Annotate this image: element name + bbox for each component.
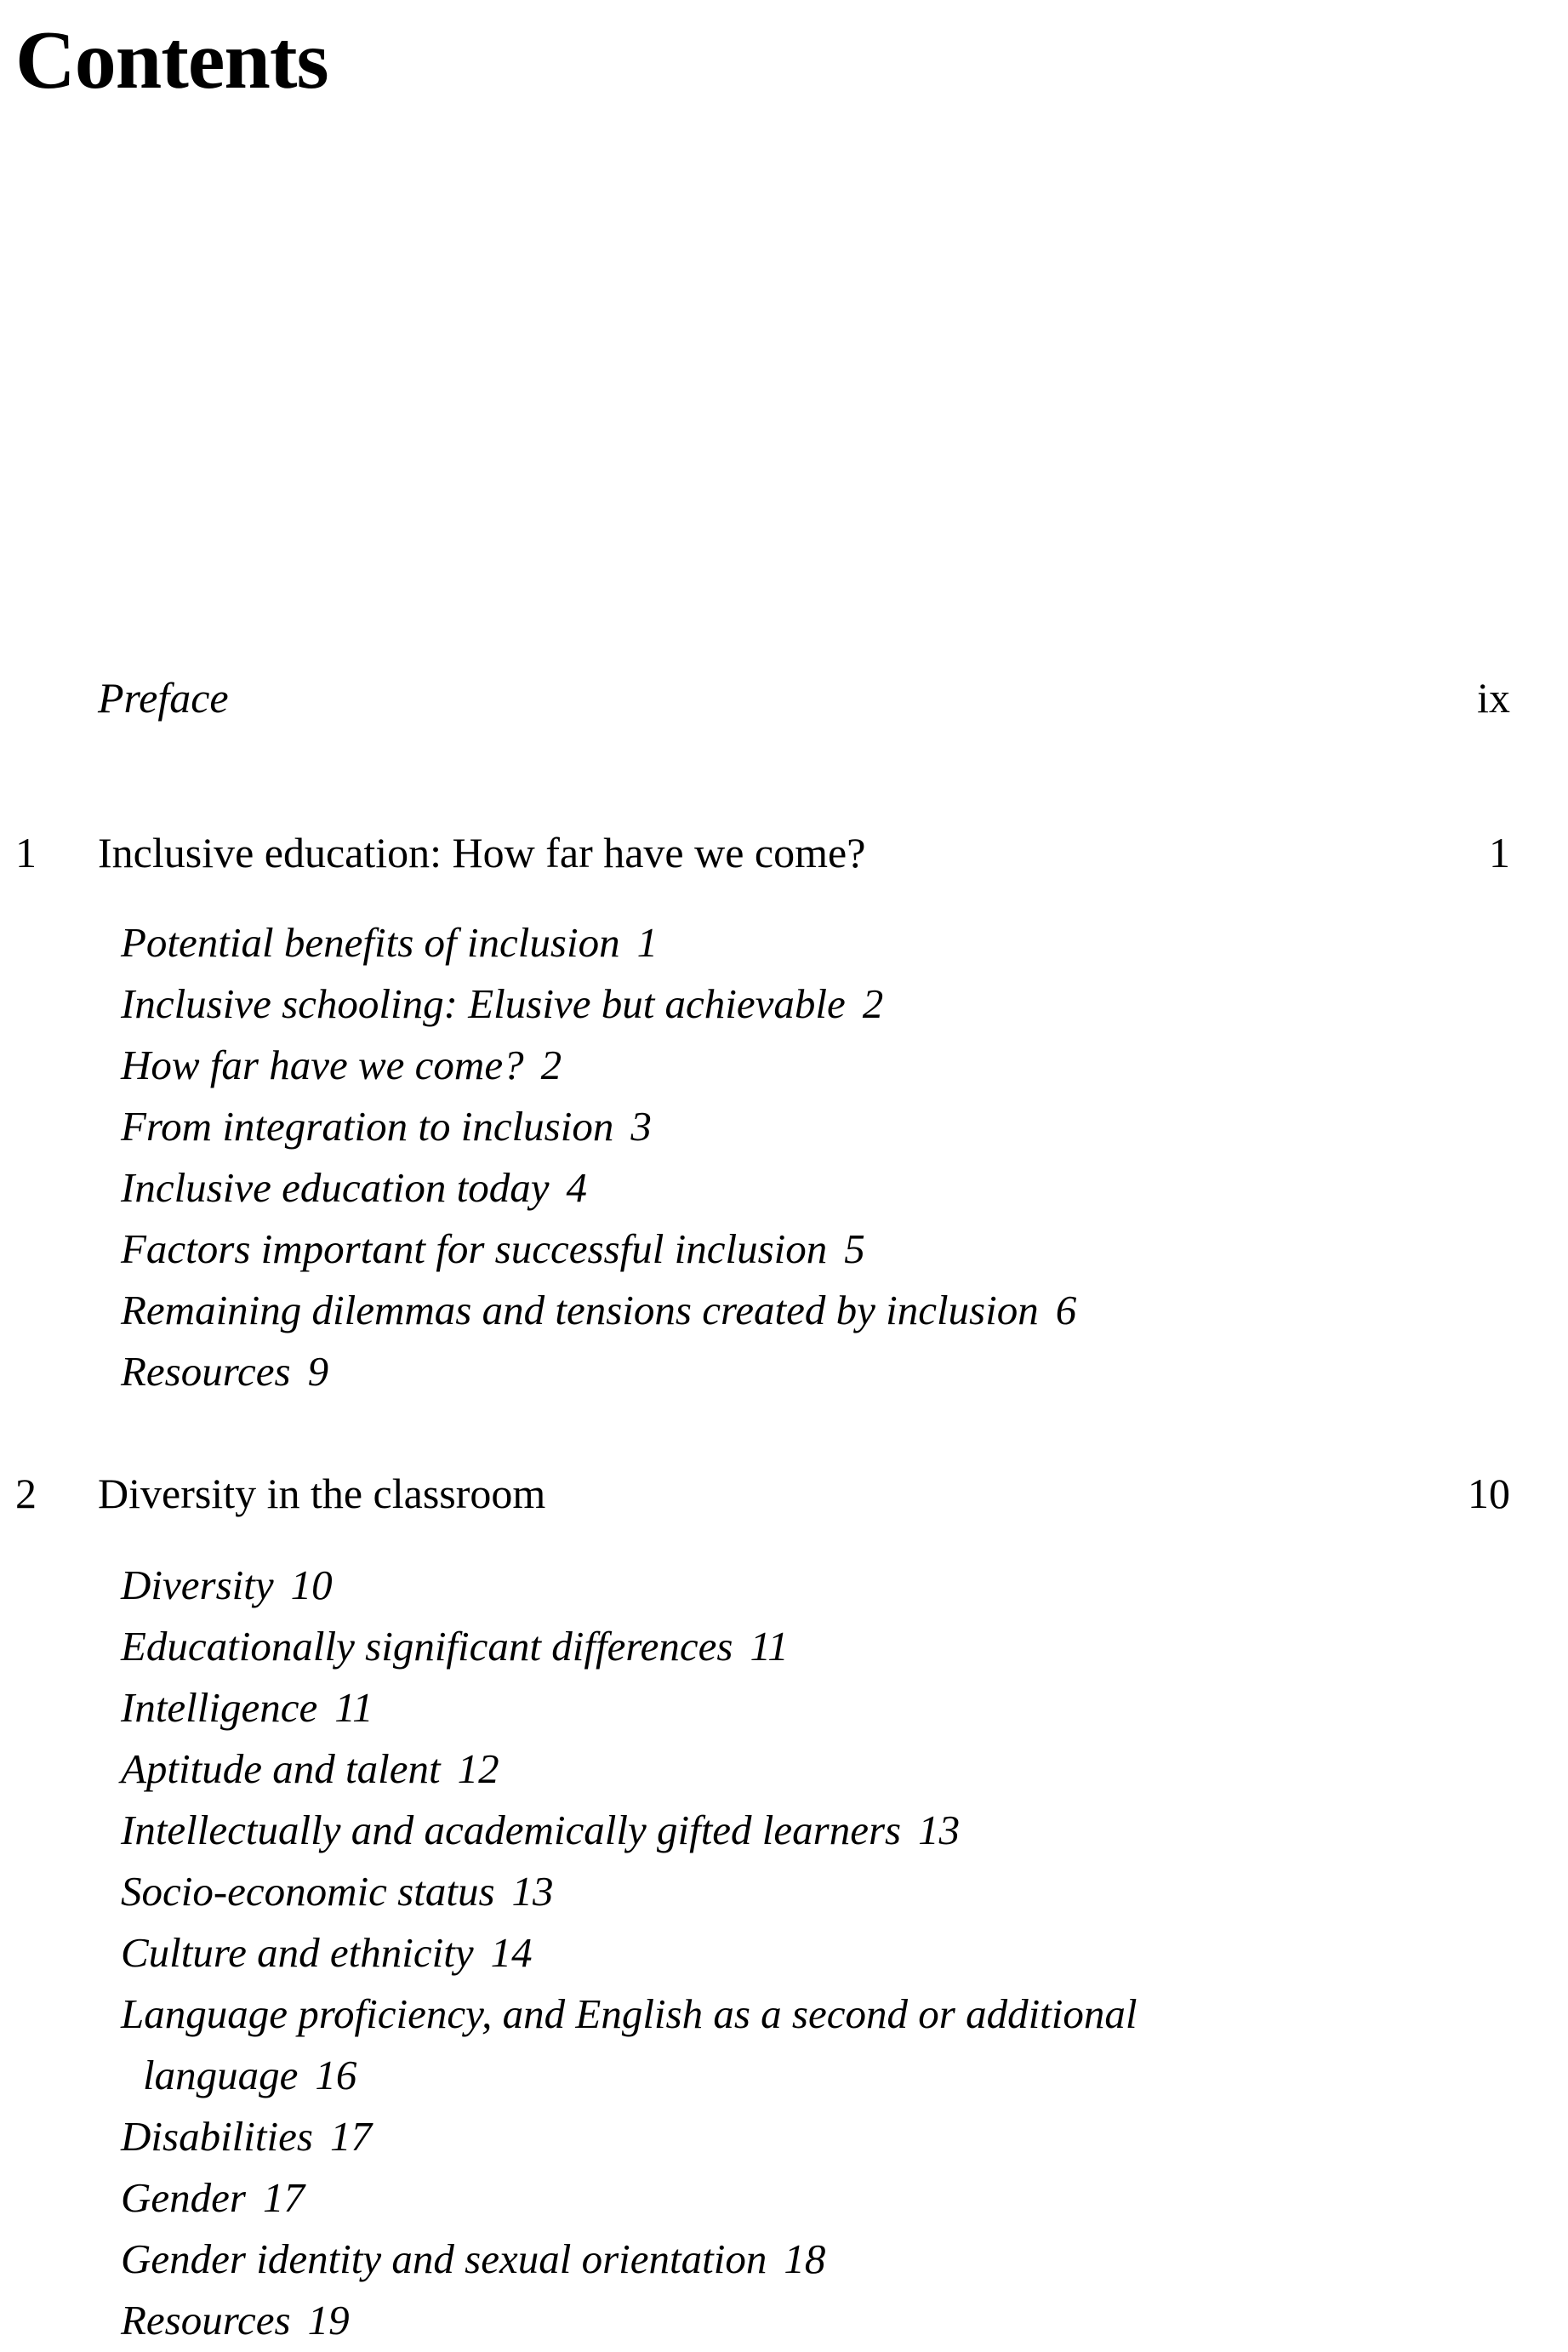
toc-section[interactable] xyxy=(121,1922,1138,1984)
toc-section[interactable] xyxy=(121,973,1076,1035)
chapter-title: Diversity in the classroom xyxy=(98,1470,546,1517)
chapter-title: Inclusive education: How far have we come? xyxy=(98,829,866,876)
section-title: Gender identity and sexual orientation xyxy=(121,2235,767,2282)
section-page: 2 xyxy=(862,980,884,1027)
section-title-continuation: language xyxy=(143,2052,299,2098)
toc-section-continuation[interactable] xyxy=(121,2045,1138,2106)
toc-section[interactable] xyxy=(121,1035,1076,1096)
section-title: Factors important for successful inclusion xyxy=(121,1225,828,1272)
section-page: 16 xyxy=(315,2052,357,2098)
toc-section[interactable] xyxy=(121,1800,1138,1861)
preface-label: Preface xyxy=(98,674,229,722)
chapter-page: 10 xyxy=(1468,1470,1510,1517)
section-title: Inclusive education today xyxy=(121,1164,550,1211)
toc-section[interactable] xyxy=(121,1984,1138,2045)
section-page: 14 xyxy=(490,1929,533,1976)
section-page: 5 xyxy=(844,1225,865,1272)
page-title: Contents xyxy=(15,14,328,106)
section-title: From integration to inclusion xyxy=(121,1103,614,1150)
toc-section[interactable] xyxy=(121,2106,1138,2167)
chapter-page: 1 xyxy=(1489,829,1510,876)
toc-section[interactable] xyxy=(121,2167,1138,2229)
section-title: Socio-economic status xyxy=(121,1868,495,1915)
chapter-number: 2 xyxy=(15,1470,37,1517)
toc-section[interactable] xyxy=(121,1096,1076,1157)
toc-section[interactable] xyxy=(121,1677,1138,1738)
section-title: Aptitude and talent xyxy=(121,1745,441,1792)
section-title: Gender xyxy=(121,2174,246,2221)
section-title: Disabilities xyxy=(121,2113,313,2160)
toc-section[interactable] xyxy=(121,912,1076,973)
toc-chapter-1[interactable] xyxy=(0,822,1510,883)
section-page: 11 xyxy=(334,1684,373,1731)
toc-section[interactable] xyxy=(121,1738,1138,1800)
section-page: 3 xyxy=(630,1103,652,1150)
section-page: 13 xyxy=(511,1868,554,1915)
toc-section[interactable] xyxy=(121,1341,1076,1402)
chapter-1-sections xyxy=(121,912,1076,1402)
section-page: 12 xyxy=(457,1745,499,1792)
section-title: Potential benefits of inclusion xyxy=(121,919,620,966)
section-page: 13 xyxy=(918,1807,961,1853)
section-title: Intelligence xyxy=(121,1684,318,1731)
section-page: 18 xyxy=(784,2235,826,2282)
section-page: 9 xyxy=(307,1348,329,1395)
section-page: 4 xyxy=(566,1164,587,1211)
toc-chapter-2[interactable] xyxy=(0,1463,1510,1524)
chapter-number: 1 xyxy=(15,829,37,876)
section-title: How far have we come? xyxy=(121,1042,524,1088)
toc-section[interactable] xyxy=(121,2290,1138,2351)
section-page: 17 xyxy=(262,2174,305,2221)
section-title: Resources xyxy=(121,2297,291,2343)
section-page: 10 xyxy=(290,1561,333,1608)
toc-section[interactable] xyxy=(121,1861,1138,1922)
section-title: Language proficiency, and English as a second or additional xyxy=(121,1990,1138,2037)
section-title: Resources xyxy=(121,1348,291,1395)
section-title: Diversity xyxy=(121,1561,274,1608)
section-page: 2 xyxy=(540,1042,562,1088)
toc-section[interactable] xyxy=(121,1555,1138,1616)
toc-section[interactable] xyxy=(121,1157,1076,1219)
toc-section[interactable] xyxy=(121,1280,1076,1341)
chapter-2-sections xyxy=(121,1555,1138,2351)
section-page: 11 xyxy=(750,1623,789,1670)
section-title: Intellectually and academically gifted learners xyxy=(121,1807,902,1853)
toc-entry-preface[interactable] xyxy=(0,667,1510,728)
toc-section[interactable] xyxy=(121,1219,1076,1280)
section-title: Culture and ethnicity xyxy=(121,1929,474,1976)
toc-section[interactable] xyxy=(121,2229,1138,2290)
section-title: Educationally significant differences xyxy=(121,1623,733,1670)
section-title: Inclusive schooling: Elusive but achievable xyxy=(121,980,846,1027)
section-page: 6 xyxy=(1055,1287,1077,1333)
section-page: 19 xyxy=(307,2297,350,2343)
preface-page: ix xyxy=(1477,674,1510,722)
section-page: 17 xyxy=(329,2113,372,2160)
section-title: Remaining dilemmas and tensions created by inclusion xyxy=(121,1287,1039,1333)
toc-section[interactable] xyxy=(121,1616,1138,1677)
section-page: 1 xyxy=(636,919,659,966)
